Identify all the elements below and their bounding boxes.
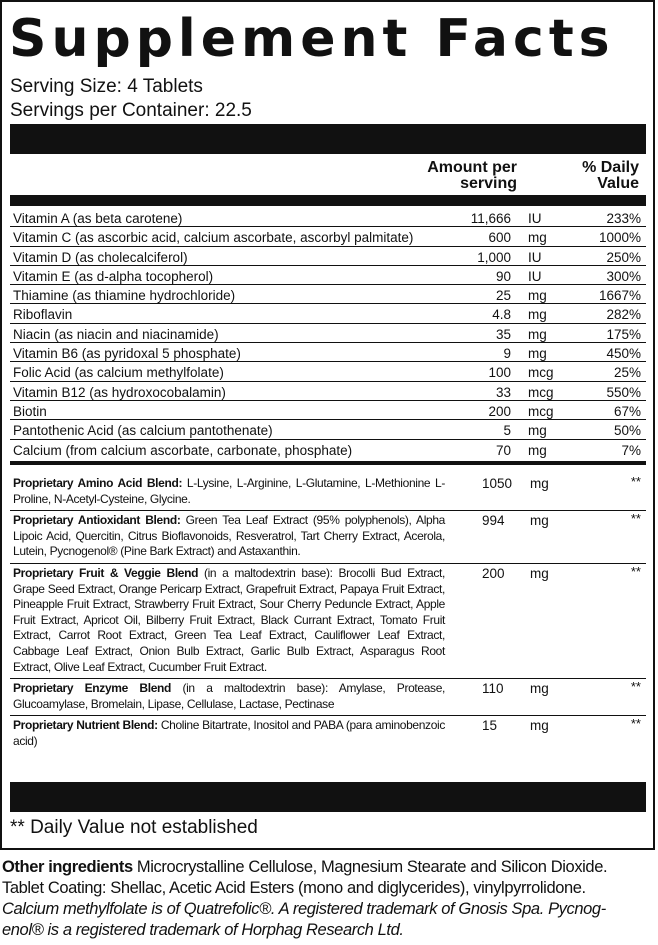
vitamin-daily-value: 1000% bbox=[598, 230, 641, 246]
blend-ingredients: (in a maltodextrin base): Brocolli Bud Extract, Grape Seed Extract, Orange Pericarp Extract, Grapefruit Extract, Papaya Fruit Extract, Pineapple Fruit Extract, Strawberry Fruit Extract, Sour Cherry Peduncle Extract, Apple Fruit Extract, Apricot Oil, Bilberry Fruit Extract, Black Currant Extract, Tomato Fruit Extract, Carrot Root Extract, Green Tea Leaf Extract, Cauliflower Leaf Extract, Cabbage Leaf Extract, Onion Bulb Extract, Garlic Bulb Extract, Asparagus Root Extract, Olive Leaf Extract, Cucumber Fruit Extract. bbox=[13, 565, 445, 674]
vitamin-amount: 5 bbox=[503, 423, 511, 439]
blend-unit: mg bbox=[530, 718, 549, 734]
vitamin-amount: 9 bbox=[503, 346, 511, 362]
servings-per-container: Servings per Container: 22.5 bbox=[10, 100, 252, 121]
serving-size: Serving Size: 4 Tablets bbox=[10, 76, 203, 97]
blend-ingredients: Choline Bitartrate, Inositol and PABA (para aminobenzoic acid) bbox=[13, 718, 445, 748]
blend-daily-value: ** bbox=[630, 511, 641, 527]
blend-daily-value: ** bbox=[630, 679, 641, 695]
blend-amount: 110 bbox=[482, 681, 504, 697]
vitamin-row bbox=[10, 285, 646, 304]
blend-description bbox=[13, 718, 445, 749]
vitamin-amount: 1,000 bbox=[477, 249, 511, 265]
blend-unit: mg bbox=[530, 681, 549, 697]
vitamin-unit: mg bbox=[528, 288, 547, 304]
blend-ingredients: (in a maltodextrin base): Amylase, Protease, Glucoamylase, Bromelain, Lipase, Cellulase, Lactase, Pectinase bbox=[13, 681, 445, 711]
trademark-note-2: enol® is a registered trademark of Horphag Research Ltd. bbox=[2, 921, 404, 939]
vitamin-unit: IU bbox=[528, 211, 542, 226]
vitamin-daily-value: 250% bbox=[606, 249, 641, 265]
daily-value-header: % Daily Value bbox=[582, 159, 639, 192]
other-ingredients-label: Other ingredients bbox=[2, 858, 133, 876]
blend-description bbox=[13, 681, 445, 712]
vitamin-unit: mg bbox=[528, 423, 547, 439]
vitamin-name: Vitamin A (as beta carotene) bbox=[13, 211, 183, 226]
vitamin-daily-value: 1667% bbox=[598, 288, 641, 304]
vitamin-name: Riboflavin bbox=[13, 307, 73, 323]
vitamin-row bbox=[10, 343, 646, 362]
daily-value-footnote: ** Daily Value not established bbox=[10, 817, 258, 838]
divider-bar-top bbox=[10, 124, 646, 154]
blend-unit: mg bbox=[530, 476, 549, 491]
blend-amount: 200 bbox=[482, 565, 505, 581]
vitamin-name: Biotin bbox=[13, 403, 47, 419]
vitamin-daily-value: 7% bbox=[621, 442, 641, 458]
vitamin-name: Calcium (from calcium ascorbate, carbonate, phosphate) bbox=[13, 442, 353, 458]
trademark-note-1: Calcium methylfolate is of Quatrefolic®. A registered trademark of Gnosis Spa. Pycnog- bbox=[2, 900, 606, 918]
blend-amount: 15 bbox=[482, 718, 498, 734]
blend-table bbox=[10, 474, 646, 753]
vitamin-row bbox=[10, 362, 646, 381]
vitamin-amount: 600 bbox=[488, 230, 511, 246]
vitamin-row bbox=[10, 227, 646, 246]
other-ingredients bbox=[2, 857, 656, 941]
blend-daily-value: ** bbox=[630, 716, 641, 732]
blend-row bbox=[10, 564, 646, 679]
vitamin-unit: mg bbox=[528, 442, 547, 458]
vitamin-row bbox=[10, 208, 646, 227]
vitamin-amount: 90 bbox=[495, 268, 511, 284]
vitamin-daily-value: 50% bbox=[613, 423, 641, 439]
blend-row bbox=[10, 474, 646, 511]
vitamin-amount: 70 bbox=[495, 442, 511, 458]
tablet-coating: Tablet Coating: Shellac, Acetic Acid Esters (mono and diglycerides), vinylpyrrolidone. bbox=[2, 879, 586, 897]
vitamin-amount: 35 bbox=[495, 326, 511, 342]
vitamin-name: Vitamin E (as d-alpha tocopherol) bbox=[13, 268, 214, 284]
vitamin-row bbox=[10, 266, 646, 285]
vitamin-table bbox=[10, 208, 646, 459]
vitamin-unit: mg bbox=[528, 230, 547, 246]
vitamin-amount: 25 bbox=[495, 288, 511, 304]
blend-row bbox=[10, 511, 646, 564]
vitamin-name: Niacin (as niacin and niacinamide) bbox=[13, 326, 219, 342]
vitamin-row bbox=[10, 420, 646, 439]
blend-amount: 1050 bbox=[482, 476, 513, 491]
vitamin-amount: 200 bbox=[488, 403, 511, 419]
other-ingredients-text: Microcrystalline Cellulose, Magnesium Stearate and Silicon Dioxide. bbox=[132, 858, 608, 876]
vitamin-name: Thiamine (as thiamine hydrochloride) bbox=[13, 288, 236, 304]
vitamin-unit: mg bbox=[528, 346, 547, 362]
blend-description bbox=[13, 476, 445, 507]
vitamin-unit: mcg bbox=[528, 365, 554, 381]
vitamin-daily-value: 300% bbox=[606, 268, 641, 284]
vitamin-amount: 33 bbox=[495, 384, 511, 400]
blend-daily-value: ** bbox=[630, 563, 641, 579]
vitamin-row bbox=[10, 324, 646, 343]
blend-name: Proprietary Nutrient Blend: bbox=[13, 718, 158, 733]
vitamin-unit: mcg bbox=[528, 403, 554, 419]
blend-name: Proprietary Amino Acid Blend: bbox=[13, 476, 183, 490]
vitamin-name: Folic Acid (as calcium methylfolate) bbox=[13, 365, 224, 381]
vitamin-daily-value: 233% bbox=[606, 211, 641, 226]
vitamin-row bbox=[10, 304, 646, 323]
vitamin-amount: 4.8 bbox=[492, 307, 511, 323]
vitamin-daily-value: 450% bbox=[606, 346, 641, 362]
vitamin-name: Vitamin B6 (as pyridoxal 5 phosphate) bbox=[13, 346, 241, 362]
blend-description bbox=[13, 566, 445, 675]
blend-description bbox=[13, 513, 445, 560]
vitamin-name: Vitamin D (as cholecalciferol) bbox=[13, 249, 188, 265]
blend-row bbox=[10, 679, 646, 716]
vitamin-row bbox=[10, 440, 646, 459]
amount-per-serving-header: Amount per serving bbox=[427, 159, 517, 192]
vitamin-daily-value: 67% bbox=[613, 403, 641, 419]
blend-daily-value: ** bbox=[630, 474, 641, 489]
vitamin-amount: 100 bbox=[488, 365, 511, 381]
vitamin-row bbox=[10, 382, 646, 401]
vitamin-amount: 11,666 bbox=[470, 211, 511, 226]
blend-unit: mg bbox=[530, 565, 549, 581]
vitamin-daily-value: 550% bbox=[606, 384, 641, 400]
divider-vitamins-blends bbox=[10, 461, 646, 465]
blend-row bbox=[10, 716, 646, 752]
vitamin-unit: mg bbox=[528, 307, 547, 323]
vitamin-unit: IU bbox=[528, 249, 542, 265]
divider-bar-bottom bbox=[10, 782, 646, 812]
vitamin-name: Vitamin C (as ascorbic acid, calcium ascorbate, ascorbyl palmitate) bbox=[13, 230, 414, 246]
blend-name: Proprietary Antioxidant Blend: bbox=[13, 513, 181, 528]
panel-title: Supplement Facts bbox=[9, 9, 615, 69]
blend-name: Proprietary Enzyme Blend bbox=[13, 681, 171, 696]
blend-name: Proprietary Fruit & Veggie Blend bbox=[13, 565, 199, 580]
vitamin-daily-value: 175% bbox=[606, 326, 641, 342]
vitamin-daily-value: 282% bbox=[606, 307, 641, 323]
vitamin-unit: IU bbox=[528, 268, 542, 284]
vitamin-unit: mcg bbox=[528, 384, 554, 400]
vitamin-row bbox=[10, 401, 646, 420]
vitamin-name: Pantothenic Acid (as calcium pantothenate) bbox=[13, 423, 273, 439]
vitamin-daily-value: 25% bbox=[613, 365, 641, 381]
blend-ingredients: L-Lysine, L-Arginine, L-Glutamine, L-Methionine L-Proline, N-Acetyl-Cysteine, Glycine. bbox=[13, 476, 445, 506]
vitamin-unit: mg bbox=[528, 326, 547, 342]
other-ingredients-line bbox=[2, 857, 656, 878]
vitamin-row bbox=[10, 247, 646, 266]
blend-ingredients: Green Tea Leaf Extract (95% polyphenols), Alpha Lipoic Acid, Quercitin, Citrus Bioflavonoids, Resveratrol, Tart Cherry Extract, Acerola, Lutein, Pycnogenol® (Pine Bark Extract) and Astaxanthin. bbox=[13, 513, 445, 559]
vitamin-name: Vitamin B12 (as hydroxocobalamin) bbox=[13, 384, 226, 400]
blend-amount: 994 bbox=[482, 513, 505, 529]
divider-bar-header bbox=[10, 195, 646, 206]
blend-unit: mg bbox=[530, 513, 549, 529]
